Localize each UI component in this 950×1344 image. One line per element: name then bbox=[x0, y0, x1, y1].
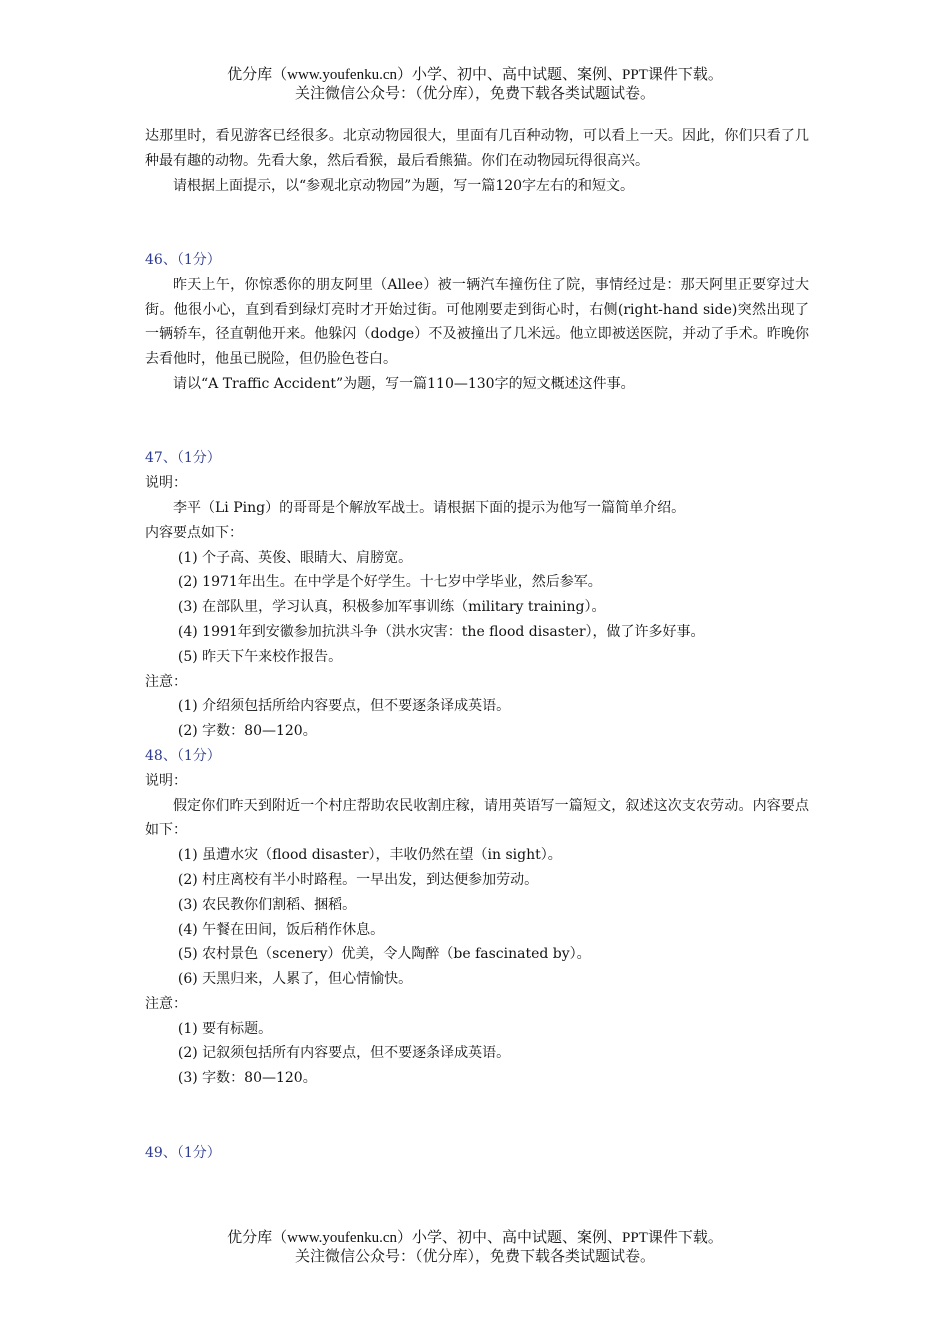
q46-instruction: 请以“A Traffic Accident”为题，写一篇110—130字的短文概述这件事。 bbox=[173, 375, 635, 392]
q47-point: (4) 1991年到安徽参加抗洪斗争（洪水灾害：the flood disaster），做了许多好事。 bbox=[177, 623, 705, 640]
q48-point: (6) 天黑归来，人累了，但心情愉快。 bbox=[177, 971, 413, 988]
q48-point: (2) 村庄离校有半小时路程。一早出发，到达便参加劳动。 bbox=[177, 871, 539, 888]
q47-intro: 李平（Li Ping）的哥哥是个解放军战士。请根据下面的提示为他写一篇简单介绍。 bbox=[173, 499, 686, 516]
q47-point: (5) 昨天下午来校作报告。 bbox=[177, 648, 343, 665]
footer-line-1: 优分库（www.youfenku.cn）小学、初中、高中试题、案例、PPT课件下载。 bbox=[227, 1230, 723, 1246]
q47-note: (1) 介绍须包括所给内容要点，但不要逐条译成英语。 bbox=[177, 698, 511, 715]
document-body bbox=[145, 124, 809, 1165]
q48-note: (3) 字数：80—120。 bbox=[177, 1070, 317, 1087]
q48-intro: 假定你们昨天到附近一个村庄帮助农民收割庄稼，请用英语写一篇短文，叙述这次支农劳动。内容要点如下： bbox=[145, 797, 809, 839]
question-47 bbox=[145, 446, 809, 744]
q48-note: (2) 记叙须包括所有内容要点，但不要逐条译成英语。 bbox=[177, 1045, 511, 1062]
q46-number: 46、（1分） bbox=[145, 251, 221, 268]
q47-note-label: 注意： bbox=[145, 673, 187, 690]
header-line-1: 优分库（www.youfenku.cn）小学、初中、高中试题、案例、PPT课件下载。 bbox=[227, 67, 723, 83]
q48-point: (4) 午餐在田间，饭后稍作休息。 bbox=[177, 921, 385, 938]
q49-number: 49、（1分） bbox=[145, 1144, 221, 1161]
q46-paragraph: 昨天上午，你惊悉你的朋友阿里（Allee）被一辆汽车撞伤住了院，事情经过是：那天阿里正要穿过大街。他很小心，直到看到绿灯亮时才开始过街。可他刚要走到街心时，右侧(right-hand side)突然出现了一辆轿车，径直朝他开来。他躲闪（dodge）不及被撞出了几米远。他立即被送医院，并动了手术。昨晚你去看他时，他虽已脱险，但仍脸色苍白。 bbox=[145, 276, 809, 368]
q45-paragraph: 达那里时，看见游客已经很多。北京动物园很大，里面有几百种动物，可以看上一天。因此，你们只看了几种最有趣的动物。先看大象，然后看猴，最后看熊猫。你们在动物园玩得很高兴。 bbox=[145, 128, 809, 169]
q47-point: (2) 1971年出生。在中学是个好学生。十七岁中学毕业，然后参军。 bbox=[177, 574, 602, 591]
q45-instruction: 请根据上面提示，以“参观北京动物园”为题，写一篇120字左右的和短文。 bbox=[173, 177, 635, 194]
q48-number: 48、（1分） bbox=[145, 747, 221, 764]
q47-note: (2) 字数：80—120。 bbox=[177, 723, 317, 740]
page-header bbox=[0, 66, 950, 104]
question-49 bbox=[145, 1141, 809, 1166]
question-45-tail bbox=[145, 124, 809, 198]
q47-points-label: 内容要点如下： bbox=[145, 524, 243, 541]
question-46 bbox=[145, 248, 809, 397]
q48-point: (3) 农民教你们割稻、捆稻。 bbox=[177, 896, 357, 913]
q48-explain-label: 说明： bbox=[145, 772, 187, 789]
q48-point: (5) 农村景色（scenery）优美，令人陶醉（be fascinated by）。 bbox=[177, 946, 591, 963]
q48-note: (1) 要有标题。 bbox=[177, 1020, 273, 1037]
q47-point: (3) 在部队里，学习认真，积极参加军事训练（military training）。 bbox=[177, 599, 606, 616]
footer-line-2: 关注微信公众号：（优分库），免费下载各类试题试卷。 bbox=[294, 1249, 655, 1265]
question-48 bbox=[145, 744, 809, 1091]
q48-point: (1) 虽遭水灾（flood disaster），丰收仍然在望（in sight）。 bbox=[177, 847, 562, 864]
header-line-2: 关注微信公众号：（优分库），免费下载各类试题试卷。 bbox=[294, 86, 655, 102]
q47-point: (1) 个子高、英俊、眼睛大、肩膀宽。 bbox=[177, 549, 413, 566]
page-footer bbox=[0, 1229, 950, 1267]
q47-number: 47、（1分） bbox=[145, 450, 221, 467]
q48-note-label: 注意： bbox=[145, 995, 187, 1012]
q47-explain-label: 说明： bbox=[145, 475, 187, 492]
